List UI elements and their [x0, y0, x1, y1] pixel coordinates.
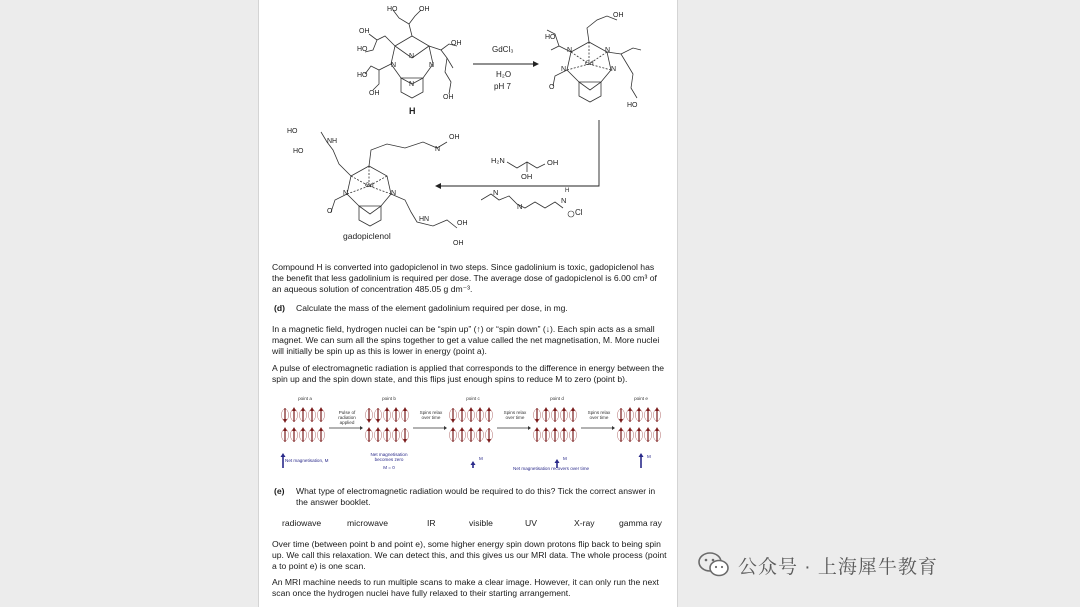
atom-label: N — [343, 190, 349, 197]
spin-arrow-head — [283, 419, 287, 423]
atom-label: N — [429, 62, 435, 69]
spin-arrow-head — [655, 427, 659, 431]
point-label-a: point a — [298, 396, 312, 401]
option-visible[interactable]: visible — [469, 518, 493, 528]
spin-diagram-graphic — [267, 396, 669, 476]
atom-label: N — [409, 53, 415, 60]
atom-label: HN — [419, 216, 430, 223]
m-label-c: M — [479, 456, 483, 461]
atom-label: HO — [545, 34, 556, 41]
atom-label: OH — [451, 40, 462, 47]
atom-label: N — [391, 62, 397, 69]
reagent-water: H₂O — [496, 70, 512, 79]
atom-label: N — [409, 81, 415, 88]
atom-label: N — [435, 146, 441, 153]
atom-label: OH — [613, 12, 624, 19]
net-magnetisation-arrow-head — [555, 459, 560, 463]
spin-arrow-head — [562, 407, 566, 411]
atom-label: OH — [457, 220, 468, 227]
spin-arrow-head — [403, 407, 407, 411]
net-magnetisation-arrow-head — [471, 461, 476, 465]
atom-label: OH — [369, 90, 380, 97]
spin-arrow-head — [394, 407, 398, 411]
atom-label: N — [517, 202, 523, 211]
atom-label: OH — [443, 94, 454, 101]
atom-label: HO — [357, 72, 368, 79]
atom-label: O — [327, 208, 333, 215]
spin-paragraph — [272, 324, 668, 357]
compound-h-structure — [357, 6, 467, 118]
spin-arrow-head — [310, 407, 314, 411]
atom-label: OH — [419, 6, 430, 13]
spin-arrow-head — [544, 427, 548, 431]
m-label-e: M — [647, 454, 651, 459]
arrow-label-relax-3: Spins relax over time — [587, 410, 611, 420]
spin-arrow-head — [562, 427, 566, 431]
compound-h-skeleton — [357, 6, 467, 118]
atom-label: OH — [449, 134, 460, 141]
radiation-options — [272, 518, 668, 530]
gadopiclenol-structure — [287, 120, 477, 248]
document-page — [258, 0, 678, 607]
spin-arrow-head — [385, 407, 389, 411]
option-uv[interactable]: UV — [525, 518, 537, 528]
spin-arrow-head — [403, 439, 407, 443]
spin-arrow-head — [544, 407, 548, 411]
atom-label: H — [565, 188, 570, 194]
atom-label: N — [493, 188, 499, 197]
atom-label: OH — [359, 28, 370, 35]
option-radiowave[interactable]: radiowave — [282, 518, 322, 528]
atom-label: N — [605, 47, 611, 54]
edc-reagent — [481, 186, 591, 222]
chloride-label: Cl — [575, 208, 583, 217]
spin-arrow-head — [637, 407, 641, 411]
atom-label: H₂N — [491, 156, 505, 165]
reaction-arrow-right — [473, 60, 539, 68]
atom-label: O — [549, 84, 555, 91]
atom-label: N — [611, 66, 617, 73]
option-ir[interactable]: IR — [427, 518, 436, 528]
question-d-text: Calculate the mass of the element gadolinium required per dose, in mg. — [296, 303, 568, 313]
spin-arrow-head — [478, 407, 482, 411]
spin-arrow-head — [376, 419, 380, 423]
spin-arrow-head — [460, 427, 464, 431]
net-magnetisation-arrow-head — [639, 453, 644, 457]
question-e — [272, 486, 668, 510]
watermark-text: 公众号 · 上海犀牛教育 — [738, 556, 938, 578]
point-label-d: point d — [550, 396, 564, 401]
atom-label: NH — [327, 138, 338, 145]
atom-label: HO — [627, 102, 638, 109]
spin-arrow-head — [292, 427, 296, 431]
spin-arrow-head — [487, 439, 491, 443]
mri-paragraph: An MRI machine needs to run multiple scans to make a clear image. However, it can only run the next scan once the hydrogen nuclei have fully relaxed to their starting arrangement. — [272, 577, 659, 598]
arrow-label-pulse: Pulse of radiation applied — [338, 410, 356, 425]
process-arrow-head — [360, 426, 363, 430]
option-gamma-ray[interactable]: gamma ray — [619, 518, 662, 528]
arrow-label-relax-1: Spins relax over time — [419, 410, 443, 420]
spin-arrow-head — [571, 427, 575, 431]
point-label-e: point e — [634, 396, 648, 401]
atom-label: HO — [387, 6, 398, 13]
spin-arrow-head — [619, 427, 623, 431]
point-label-c: point c — [466, 396, 480, 401]
reagent-gdcl3: GdCl₃ — [492, 45, 514, 54]
spin-arrow-head — [553, 427, 557, 431]
recovers-label: Net magnetisation recovers over time — [513, 466, 590, 471]
net-zero-label: Net magnetisation becomes zero — [370, 452, 408, 462]
compound-h-label: H — [409, 106, 416, 116]
atom-label: N — [391, 190, 397, 197]
atom-label: OH — [547, 158, 559, 167]
m-label-d: M — [563, 456, 567, 461]
point-label-b: point b — [382, 396, 396, 401]
spin-arrow-head — [394, 427, 398, 431]
spin-arrow-head — [553, 407, 557, 411]
net-zero-equation: M = 0 — [383, 465, 395, 470]
question-e-label: (e) — [274, 486, 285, 496]
aminodiol-reagent — [491, 152, 571, 182]
spin-arrow-head — [451, 419, 455, 423]
atom-label: N — [567, 47, 573, 54]
spin-arrow-head — [385, 427, 389, 431]
atom-label: OH — [521, 172, 533, 181]
question-d — [272, 303, 668, 315]
spin-arrow-head — [367, 427, 371, 431]
option-microwave[interactable]: microwave — [347, 518, 389, 528]
spin-arrow-head — [451, 427, 455, 431]
spin-arrow-head — [646, 407, 650, 411]
atom-label: N — [561, 66, 567, 73]
process-arrow-head — [528, 426, 531, 430]
option-xray[interactable]: X-ray — [574, 518, 595, 528]
wechat-icon — [698, 551, 730, 579]
question-d-label: (d) — [274, 303, 285, 313]
spin-arrow-head — [283, 427, 287, 431]
atom-label-gd: Gd — [365, 182, 374, 189]
net-magnetisation-label: Net magnetisation, M — [285, 458, 329, 463]
spin-arrow-head — [535, 419, 539, 423]
reagent-ph: pH 7 — [494, 82, 511, 91]
pulse-paragraph: A pulse of electromagnetic radiation is applied that corresponds to the difference in energy between the spin up and the spin down state, and this flips just enough spins to reduce M to zero (point b). — [272, 363, 665, 384]
atom-label: OH — [453, 240, 464, 247]
spin-arrow-head — [460, 407, 464, 411]
atom-label: HO — [287, 128, 298, 135]
question-e-text: What type of electromagnetic radiation would be required to do this? Tick the correct answer in the answer booklet. — [296, 486, 656, 507]
atom-label-gd: Gd — [585, 60, 594, 67]
spin-arrow-head — [469, 427, 473, 431]
spin-arrow-head — [571, 407, 575, 411]
atom-label: HO — [293, 148, 304, 155]
spin-arrow-head — [301, 407, 305, 411]
spin-arrow-head — [646, 427, 650, 431]
spin-arrow-head — [301, 427, 305, 431]
spin-arrow-head — [637, 427, 641, 431]
spin-arrow-head — [376, 427, 380, 431]
spin-paragraph-text: In a magnetic field, hydrogen nuclei can be “spin up” (↑) or “spin down” (↓). Each spin acts as a small magnet. We can sum all the spins together to get a value called the net magnetisation, M. More nuclei will initially be spin up as this is lower in energy (point a). — [272, 324, 660, 356]
spin-arrow-head — [478, 427, 482, 431]
spin-arrow-head — [619, 419, 623, 423]
atom-label: N — [561, 196, 567, 205]
spin-relaxation-diagram — [267, 396, 669, 476]
wechat-watermark — [698, 548, 938, 582]
net-magnetisation-arrow-head — [281, 453, 286, 457]
relaxation-paragraph: Over time (between point b and point e), some higher energy spin down protons flip back to being spin up. We call this relaxation. We can detect this, and this gives us our MRI data. The whole process (point a to point e) is one scan. — [272, 539, 667, 571]
intro-paragraph: Compound H is converted into gadopiclenol in two steps. Since gadolinium is toxic, gadopiclenol has the benefit that less gadolinium is required per dose. The average dose of gadopiclenol is 6.00 cm³ of an aqueous solution of concentration 485.05 g dm⁻³. — [272, 262, 657, 294]
gd-complex-structure — [541, 12, 653, 118]
spin-arrow-head — [535, 427, 539, 431]
spin-arrow-head — [310, 427, 314, 431]
process-arrow-head — [444, 426, 447, 430]
spin-arrow-head — [655, 407, 659, 411]
process-arrow-head — [612, 426, 615, 430]
spin-arrow-head — [367, 419, 371, 423]
spin-arrow-head — [487, 407, 491, 411]
gadopiclenol-label: gadopiclenol — [343, 231, 391, 241]
spin-arrow-head — [628, 407, 632, 411]
spin-arrow-head — [292, 407, 296, 411]
spin-arrow-head — [319, 427, 323, 431]
spin-arrow-head — [319, 407, 323, 411]
arrow-label-relax-2: Spins relax over time — [503, 410, 527, 420]
atom-label: HO — [357, 46, 368, 53]
spin-arrow-head — [628, 427, 632, 431]
spin-arrow-head — [469, 407, 473, 411]
